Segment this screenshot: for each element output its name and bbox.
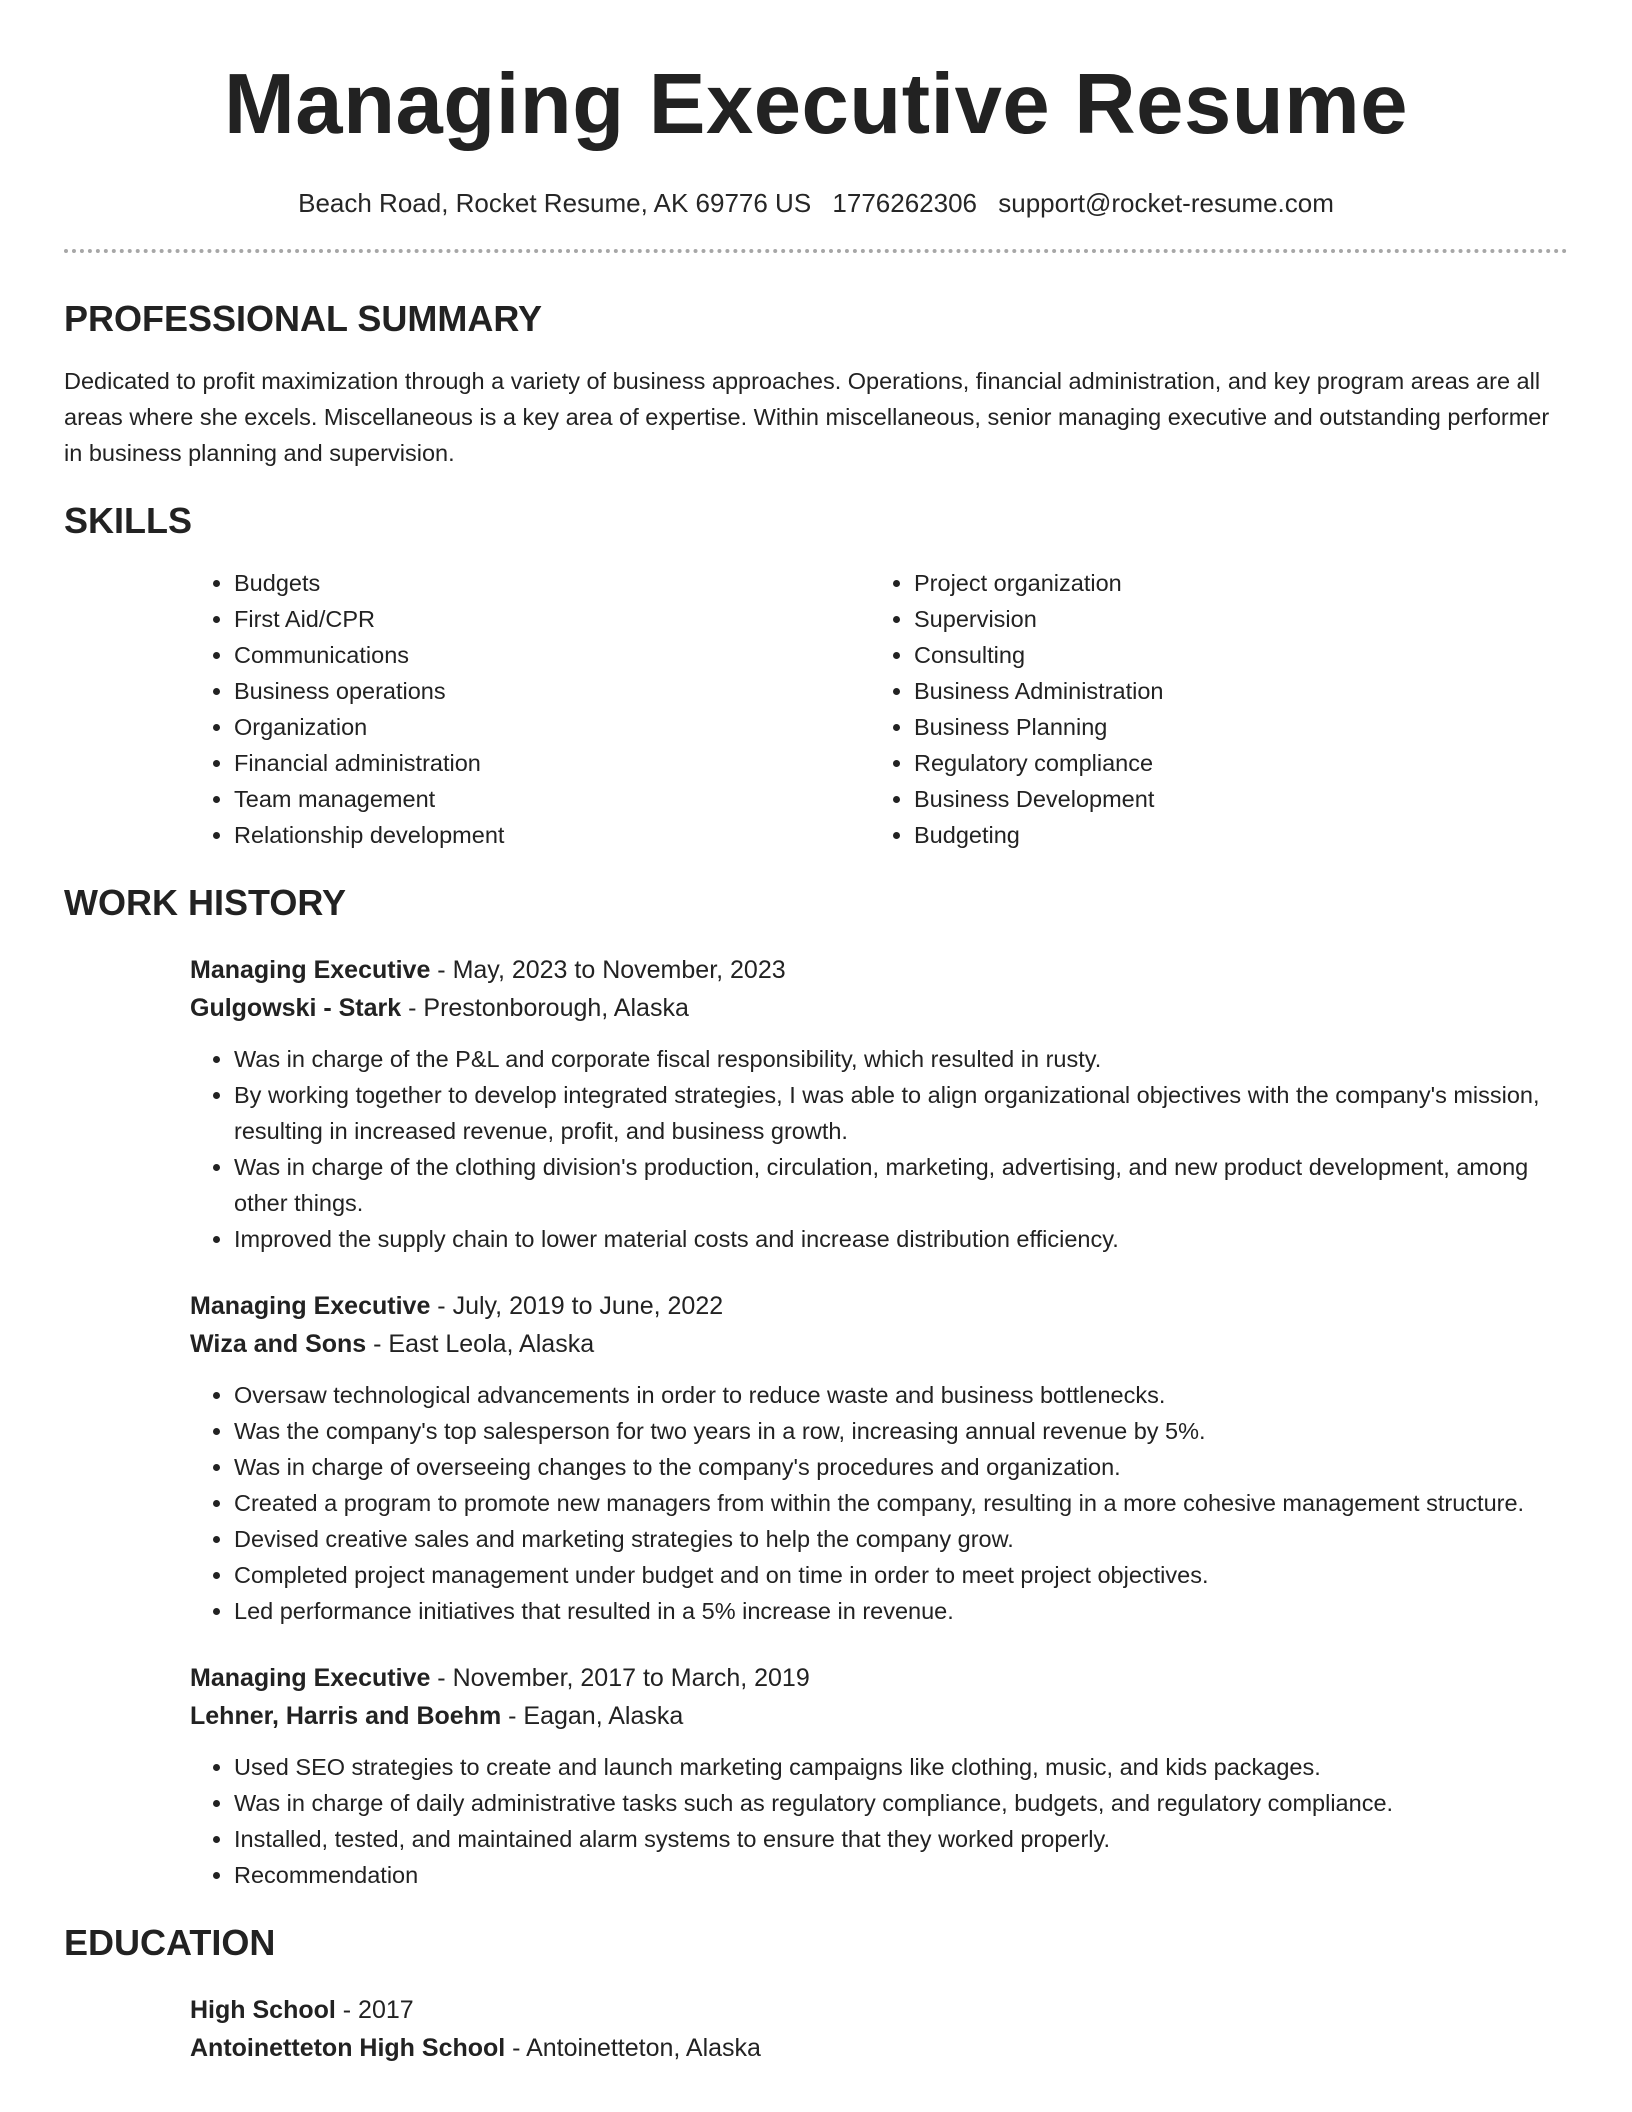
job-duty: • Used SEO strategies to create and launch marketing campaigns like clothing, music, and kids packages.: [234, 1749, 1568, 1785]
summary-text: Dedicated to profit maximization through a variety of business approaches. Operations, financial administration, and key program areas are all areas where she excels. Miscellaneous is a key area of expertise. Within miscellaneous, senior managing executive and outstanding performer in business planning and supervision.: [64, 368, 1550, 466]
job-entry: [190, 1659, 1568, 1893]
job-duty: • Installed, tested, and maintained alarm systems to ensure that they worked properly.: [234, 1821, 1568, 1857]
job-company: Wiza and Sons: [190, 1330, 367, 1358]
contact-line: [64, 185, 1568, 221]
skill-item: • Regulatory compliance: [914, 745, 1550, 781]
education-degree: High School: [190, 1996, 336, 2024]
job-duty: • Led performance initiatives that resulted in a 5% increase in revenue.: [234, 1593, 1568, 1629]
job-duty: • Was in charge of the clothing division's production, circulation, marketing, advertising, and new product development, among other things.: [234, 1149, 1568, 1221]
skill-item: • Financial administration: [234, 745, 870, 781]
education-heading: EDUCATION: [64, 1922, 276, 1963]
job-duty: • By working together to develop integrated strategies, I was able to align organizational objectives with the company's mission, resulting in increased revenue, profit, and business growth.: [234, 1077, 1568, 1149]
job-title: Managing Executive: [190, 1664, 431, 1692]
job-duties: [190, 1749, 1568, 1893]
skill-item: • Project organization: [914, 565, 1550, 601]
skills-heading: SKILLS: [64, 500, 193, 541]
job-duty: • Was in charge of overseeing changes to the company's procedures and organization.: [234, 1449, 1568, 1485]
job-dates: - November, 2017 to March, 2019: [430, 1664, 810, 1692]
education-location: - Antoinetteton, Alaska: [505, 2034, 761, 2062]
skill-item: • Consulting: [914, 637, 1550, 673]
resume-title: Managing Executive Resume: [224, 57, 1408, 152]
skill-item: • Business Administration: [914, 673, 1550, 709]
contact-email[interactable]: support@rocket-resume.com: [998, 188, 1334, 218]
skill-item: • Budgeting: [914, 817, 1550, 853]
skill-item: • Supervision: [914, 601, 1550, 637]
skills-list: [190, 565, 1568, 853]
skill-item: • Relationship development: [234, 817, 870, 853]
skill-item: • Organization: [234, 709, 870, 745]
resume-page: [64, 0, 1568, 2067]
skills-column-left: [190, 565, 870, 853]
job-company-line: [190, 1325, 1568, 1363]
job-duty: • Oversaw technological advancements in order to reduce waste and business bottlenecks.: [234, 1377, 1568, 1413]
skills-column-right: [870, 565, 1550, 853]
job-duty: • Was the company's top salesperson for two years in a row, increasing annual revenue by 5%.: [234, 1413, 1568, 1449]
job-location: - East Leola, Alaska: [366, 1330, 595, 1358]
header-divider: [64, 249, 1568, 253]
job-duty: • Improved the supply chain to lower material costs and increase distribution efficiency.: [234, 1221, 1568, 1257]
skill-item: • Team management: [234, 781, 870, 817]
education-school-line: [190, 2029, 1568, 2067]
job-entry: [190, 951, 1568, 1257]
job-duty: • Completed project management under budget and on time in order to meet project objectives.: [234, 1557, 1568, 1593]
summary-heading: PROFESSIONAL SUMMARY: [64, 298, 543, 339]
job-duty: • Was in charge of daily administrative tasks such as regulatory compliance, budgets, and regulatory compliance.: [234, 1785, 1568, 1821]
job-duties: [190, 1041, 1568, 1257]
education-entry: [190, 1991, 1568, 2067]
job-dates: - May, 2023 to November, 2023: [430, 956, 786, 984]
job-title-line: [190, 951, 1568, 989]
job-dates: - July, 2019 to June, 2022: [430, 1292, 724, 1320]
job-duty: • Recommendation: [234, 1857, 1568, 1893]
skill-item: • Communications: [234, 637, 870, 673]
skill-item: • Budgets: [234, 565, 870, 601]
job-title-line: [190, 1287, 1568, 1325]
job-title-line: [190, 1659, 1568, 1697]
job-title: Managing Executive: [190, 1292, 431, 1320]
skill-item: • Business operations: [234, 673, 870, 709]
job-company: Gulgowski - Stark: [190, 994, 402, 1022]
skill-item: • Business Planning: [914, 709, 1550, 745]
job-duty: • Created a program to promote new managers from within the company, resulting in a more cohesive management structure.: [234, 1485, 1568, 1521]
job-duties: [190, 1377, 1568, 1629]
job-location: - Prestonborough, Alaska: [401, 994, 689, 1022]
job-duty: • Devised creative sales and marketing strategies to help the company grow.: [234, 1521, 1568, 1557]
contact-address: Beach Road, Rocket Resume, AK 69776 US: [298, 188, 812, 218]
job-duty: • Was in charge of the P&L and corporate fiscal responsibility, which resulted in rusty.: [234, 1041, 1568, 1077]
job-title: Managing Executive: [190, 956, 431, 984]
skill-item: • Business Development: [914, 781, 1550, 817]
contact-phone: 1776262306: [832, 188, 978, 218]
education-degree-line: [190, 1991, 1568, 2029]
education-year: - 2017: [335, 1996, 414, 2024]
job-entry: [190, 1287, 1568, 1629]
job-company-line: [190, 1697, 1568, 1735]
skill-item: • First Aid/CPR: [234, 601, 870, 637]
job-location: - Eagan, Alaska: [501, 1702, 684, 1730]
job-company-line: [190, 989, 1568, 1027]
education-school: Antoinetteton High School: [190, 2034, 506, 2062]
work-history-heading: WORK HISTORY: [64, 882, 347, 923]
job-company: Lehner, Harris and Boehm: [190, 1702, 502, 1730]
